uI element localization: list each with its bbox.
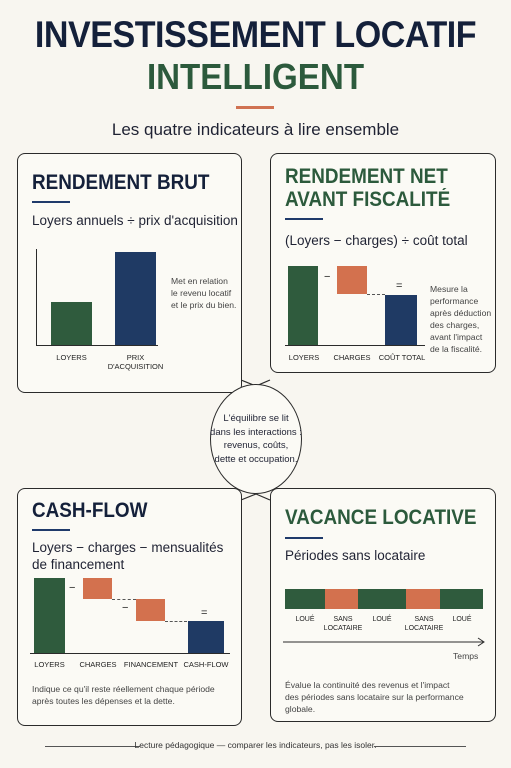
segment-label: [323, 616, 363, 633]
card-rendement-brut: [17, 153, 242, 393]
center-line: L'équilibre se lit: [223, 413, 289, 424]
bar-charges: [337, 266, 367, 294]
note-line: performance: [430, 296, 479, 306]
bar-label-charges: CHARGES: [333, 353, 371, 362]
bar-loyers: [34, 578, 65, 653]
note-line: des périodes sans locataire sur la performance globale.: [285, 692, 464, 714]
card-formula: [32, 539, 223, 573]
step-dash: [112, 599, 136, 600]
card-vacance-locative: [270, 488, 496, 722]
subtitle: Les quatre indicateurs à lire ensemble: [111, 120, 400, 139]
equals-sign: =: [396, 280, 403, 292]
card-title: VACANCE LOCATIVE: [285, 506, 477, 529]
note-line: le revenu locatif: [171, 288, 232, 298]
bar-prix-acquisition: [115, 252, 156, 345]
segment-label: [362, 616, 402, 625]
segment-label: [442, 616, 482, 625]
bar-label-loyers: LOYERS: [288, 353, 320, 362]
segment-label-l1: LOUÉ: [452, 616, 472, 623]
card-title: RENDEMENT BRUT: [32, 171, 210, 194]
y-axis: [36, 249, 37, 346]
bar-label-financement: FINANCEMENT: [123, 660, 179, 669]
bar-loyers: [288, 266, 318, 345]
bar-label-loyers: LOYERS: [56, 353, 87, 362]
card-title-line2: AVANT FISCALITÉ: [285, 188, 451, 211]
segment-label-l1: SANS: [414, 616, 434, 623]
center-line: revenus, coûts,: [223, 440, 289, 451]
note-line: Indique ce qu'il reste réellement chaque période: [32, 684, 215, 694]
note-line: Met en relation: [171, 276, 228, 286]
card-note: [32, 683, 237, 707]
segment-loue: [285, 589, 325, 609]
segment-label-l1: SANS: [333, 616, 353, 623]
center-line: dans les interactions :: [210, 426, 302, 438]
segment-sans-locataire: [325, 589, 358, 609]
x-axis: [36, 345, 158, 346]
step-dash: [367, 294, 385, 295]
formula-line1: Loyers − charges − mensualités: [32, 540, 224, 555]
card-formula: Périodes sans locataire: [285, 548, 426, 563]
center-line: dette et occupation.: [214, 453, 298, 465]
segment-label: [402, 616, 446, 633]
segment-label: [285, 616, 325, 625]
bar-label-prix-l1: PRIX: [126, 353, 145, 362]
card-note: [430, 283, 494, 355]
bar-label-cout-total: COÛT TOTAL: [378, 353, 426, 362]
note-line: Mesure la: [430, 284, 468, 294]
note-line: Évalue la continuité des revenus et l'impact: [285, 680, 450, 690]
segment-label-l2: LOCATAIRE: [404, 624, 444, 632]
x-axis: [30, 653, 230, 654]
card-note: [171, 275, 243, 311]
card-formula: (Loyers − charges) ÷ coût total: [285, 233, 468, 248]
segment-sans-locataire: [406, 589, 440, 609]
bar-financement: [136, 599, 165, 621]
card-rendement-net: [270, 153, 496, 373]
card-rule: [32, 201, 70, 203]
note-line: des charges,: [430, 320, 480, 330]
minus-sign: −: [69, 582, 76, 594]
segment-label-l1: LOUÉ: [295, 616, 315, 623]
bar-label-prix-l2: D'ACQUISITION: [107, 362, 164, 371]
segment-label-l2: LOCATAIRE: [323, 624, 363, 632]
note-line: après déduction: [430, 308, 492, 318]
card-cash-flow: [17, 488, 242, 726]
card-rule: [285, 218, 323, 220]
time-axis-arrow: [283, 637, 489, 647]
bar-label-cash-flow: CASH-FLOW: [183, 660, 229, 669]
segment-label-l1: LOUÉ: [372, 616, 392, 623]
bar-cout-total: [385, 295, 417, 345]
bar-charges: [83, 578, 112, 599]
bar-label-charges: CHARGES: [79, 660, 117, 669]
time-axis-label: Temps: [453, 651, 479, 661]
x-axis: [285, 345, 425, 346]
card-rule: [32, 529, 70, 531]
equals-sign: =: [201, 607, 208, 619]
segment-loue: [358, 589, 406, 609]
bar-loyers: [51, 302, 92, 345]
card-note: [285, 679, 493, 715]
step-dash: [165, 621, 187, 622]
note-line: et le prix du bien.: [171, 300, 237, 310]
segment-loue: [440, 589, 483, 609]
card-formula: Loyers annuels ÷ prix d'acquisition: [32, 213, 238, 228]
bar-cash-flow: [188, 621, 224, 653]
note-line: de la fiscalité.: [430, 344, 483, 354]
main-title-line2: INTELLIGENT: [146, 56, 365, 97]
minus-sign-2: −: [122, 602, 129, 614]
footer-text: Lecture pédagogique — comparer les indicateurs, pas les isoler.: [134, 740, 377, 750]
timeline: [285, 589, 483, 609]
card-title: CASH-FLOW: [32, 499, 148, 522]
minus-sign: −: [324, 271, 331, 283]
formula-line2: de financement: [32, 557, 125, 572]
main-title-line1: INVESTISSEMENT LOCATIF: [34, 14, 477, 55]
bar-label-prix: [103, 353, 168, 371]
card-rule: [285, 537, 323, 539]
card-title-line1: RENDEMENT NET: [285, 165, 448, 188]
note-line: après toutes les dépenses et la dette.: [32, 696, 175, 706]
note-line: avant l'impact: [430, 332, 483, 342]
center-text: [206, 412, 306, 466]
bar-label-loyers: LOYERS: [34, 660, 65, 669]
